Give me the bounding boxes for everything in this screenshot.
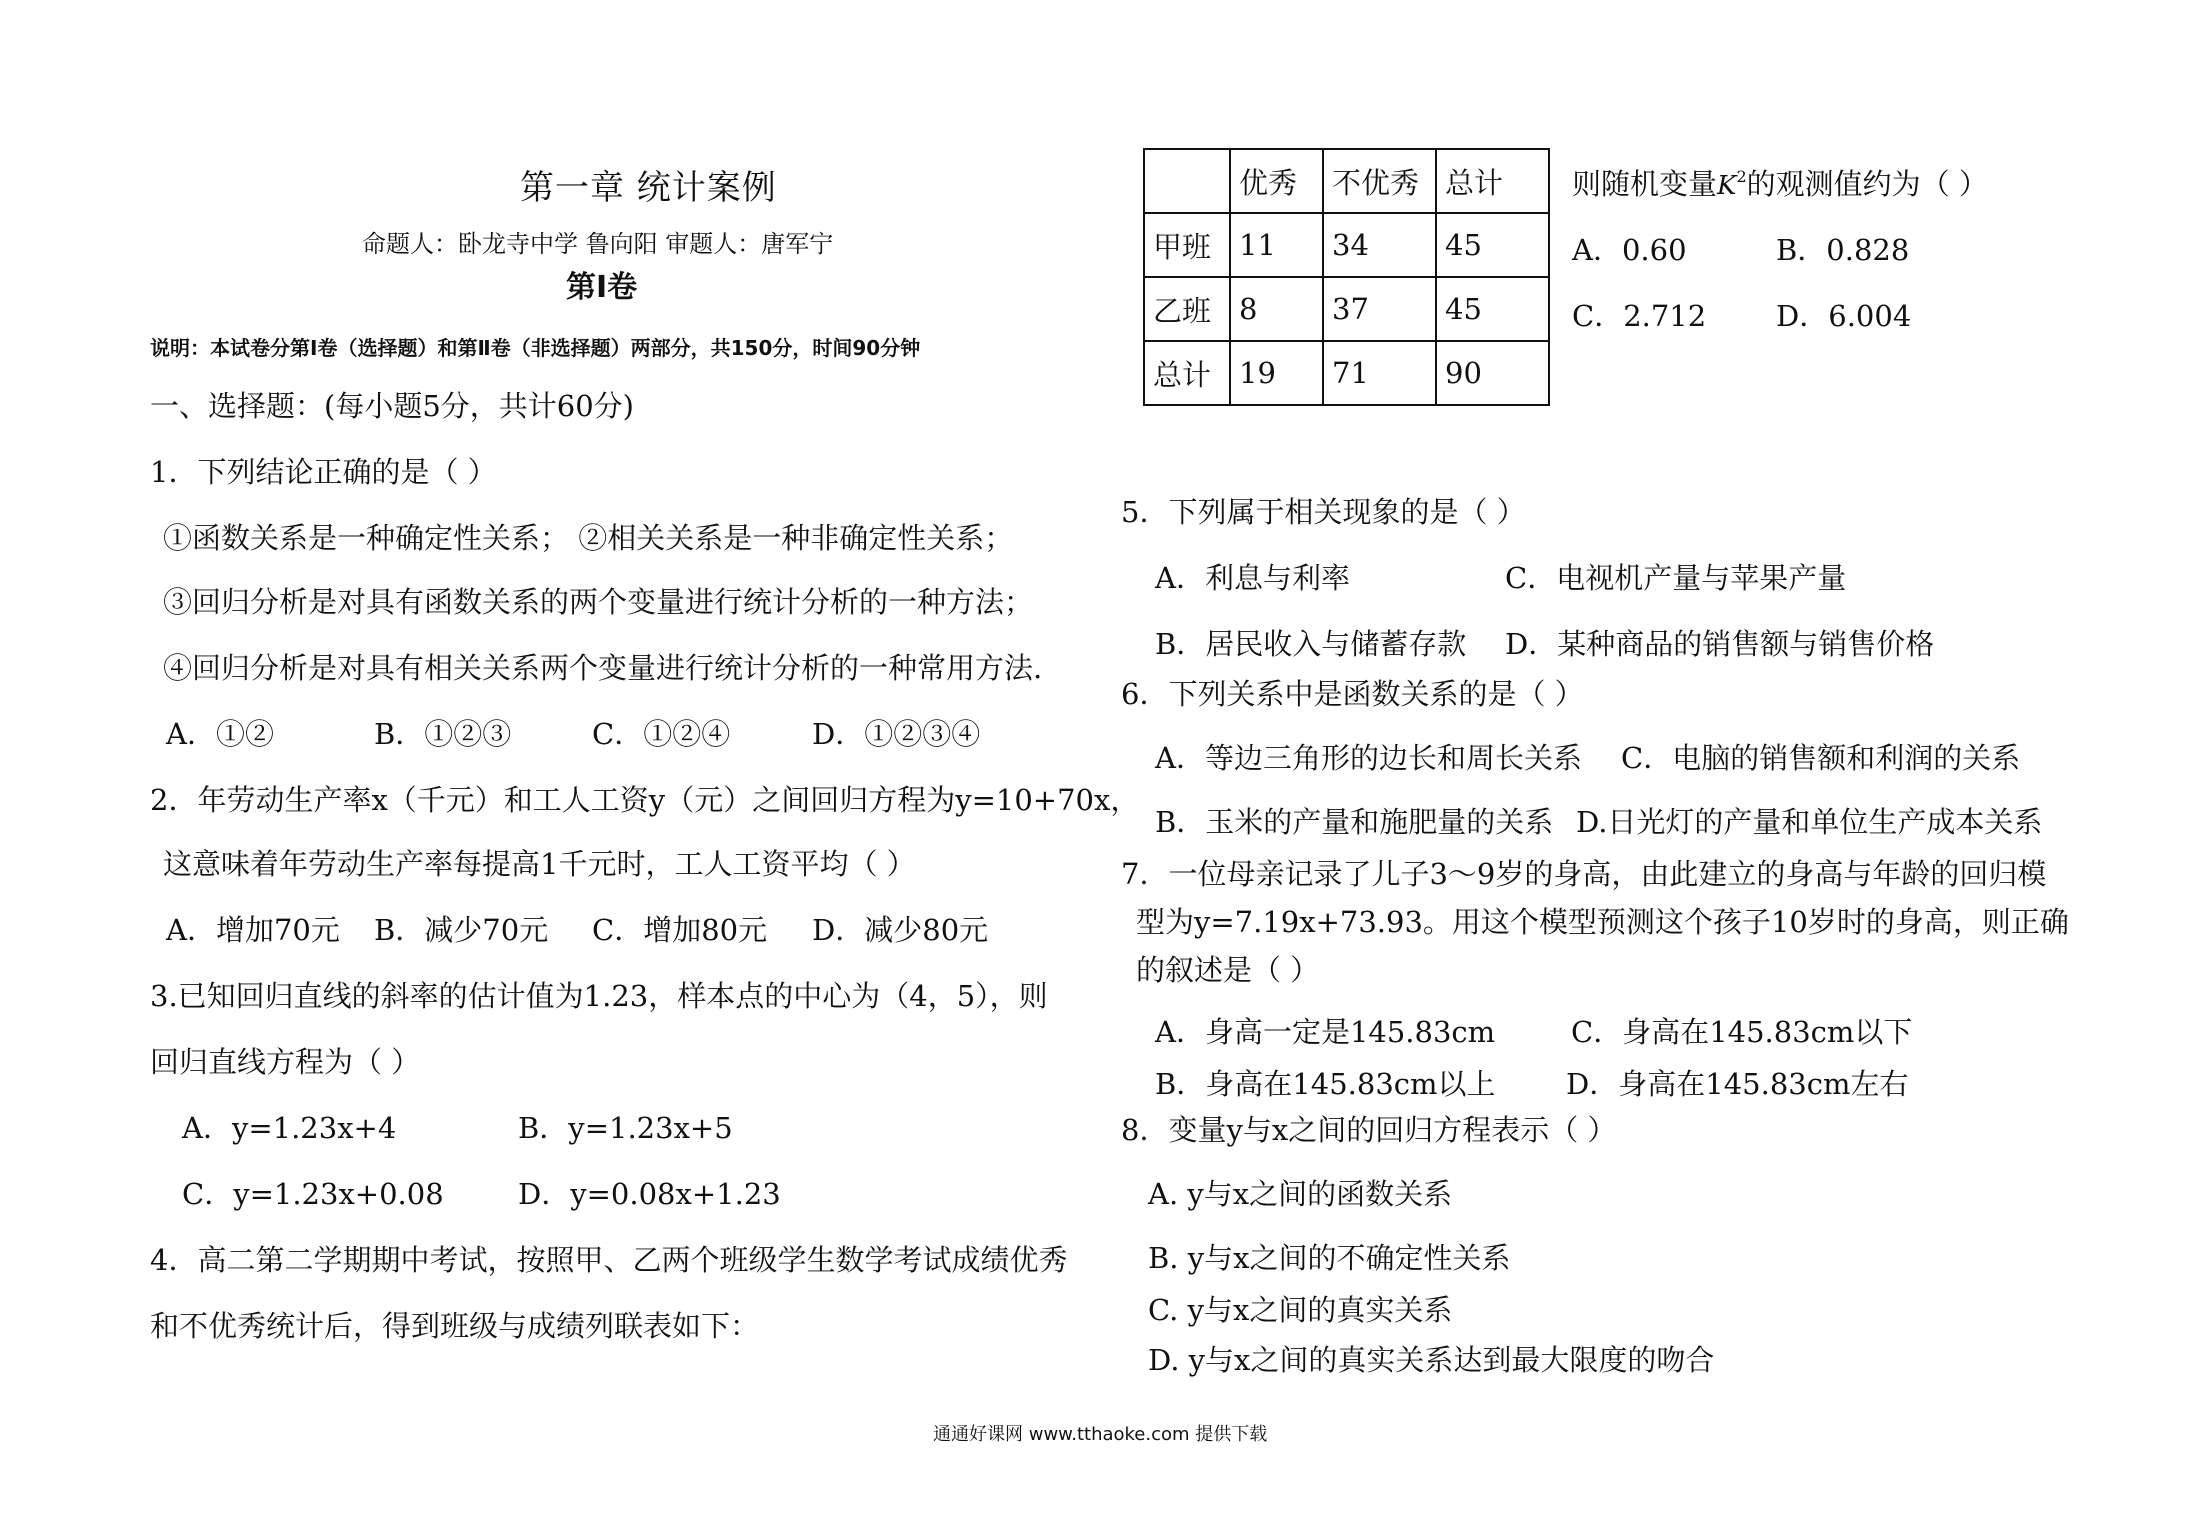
q4-after-post: 的观测值约为（ ） xyxy=(1746,167,1988,201)
table-cell: 甲班 xyxy=(1144,213,1230,277)
q8-option-a: A. y与x之间的函数关系 xyxy=(1148,1177,1453,1211)
table-cell: 总计 xyxy=(1144,341,1230,405)
q4-option-b: B．0.828 xyxy=(1776,233,1910,267)
q7-line-3: 的叙述是（ ） xyxy=(1136,953,1320,987)
q5-option-c: C．电视机产量与苹果产量 xyxy=(1505,561,1847,595)
q6-option-d: D.日光灯的产量和单位生产成本关系 xyxy=(1576,805,2043,839)
q6-option-a: A．等边三角形的边长和周长关系 xyxy=(1155,741,1582,775)
q7-option-d: D．身高在145.83cm左右 xyxy=(1566,1067,1909,1101)
table-cell: 45 xyxy=(1436,277,1549,341)
q1-stem: 1．下列结论正确的是（ ） xyxy=(150,455,497,489)
footer-text: 通通好课网 www.tthaoke.com 提供下载 xyxy=(933,1424,1268,1445)
table-cell: 8 xyxy=(1230,277,1323,341)
q3-option-c: C．y=1.23x+0.08 xyxy=(182,1177,444,1211)
q7-line-1: 7．一位母亲记录了儿子3～9岁的身高，由此建立的身高与年龄的回归模 xyxy=(1121,857,2047,891)
authors-line: 命题人：卧龙寺中学 鲁向阳 审题人：唐军宁 xyxy=(362,230,834,258)
table-cell xyxy=(1144,149,1230,213)
q3-option-d: D．y=0.08x+1.23 xyxy=(518,1177,781,1211)
q1-option-c: C．①②④ xyxy=(592,717,731,751)
page-title: 第一章 统计案例 xyxy=(520,168,777,208)
table-cell: 优秀 xyxy=(1230,149,1323,213)
q5-option-d: D．某种商品的销售额与销售价格 xyxy=(1505,627,1935,661)
q1-option-d: D．①②③④ xyxy=(812,717,981,751)
table-cell: 90 xyxy=(1436,341,1549,405)
q2-option-c: C．增加80元 xyxy=(592,913,768,947)
table-cell: 乙班 xyxy=(1144,277,1230,341)
q4-after-table xyxy=(1572,162,1988,203)
table-cell: 71 xyxy=(1323,341,1436,405)
q3-option-a: A．y=1.23x+4 xyxy=(182,1111,397,1145)
q1-statement-3: ④回归分析是对具有相关关系两个变量进行统计分析的一种常用方法. xyxy=(163,651,1043,685)
table-cell: 45 xyxy=(1436,213,1549,277)
exam-note: 说明：本试卷分第Ⅰ卷（选择题）和第Ⅱ卷（非选择题）两部分，共150分，时间90分钟 xyxy=(150,336,921,360)
table-cell: 19 xyxy=(1230,341,1323,405)
q8-option-b: B. y与x之间的不确定性关系 xyxy=(1148,1241,1511,1275)
q3-line-1: 3.已知回归直线的斜率的估计值为1.23，样本点的中心为（4，5），则 xyxy=(150,979,1048,1013)
q2-line-2: 这意味着年劳动生产率每提高1千元时，工人工资平均（ ） xyxy=(163,847,916,881)
table-cell: 总计 xyxy=(1436,149,1549,213)
q4-after-pre: 则随机变量 xyxy=(1572,167,1718,201)
table-row xyxy=(1144,341,1549,405)
q5-option-b: B．居民收入与储蓄存款 xyxy=(1155,627,1467,661)
q5-option-a: A．利息与利率 xyxy=(1155,561,1350,595)
q2-line-1: 2．年劳动生产率x（千元）和工人工资y（元）之间回归方程为y=10+70x， xyxy=(150,783,1140,817)
q1-option-b: B．①②③ xyxy=(374,717,512,751)
q4-option-a: A．0.60 xyxy=(1572,233,1687,267)
q8-option-c: C. y与x之间的真实关系 xyxy=(1148,1293,1453,1327)
q8-stem: 8．变量y与x之间的回归方程表示（ ） xyxy=(1121,1113,1617,1147)
table-row xyxy=(1144,277,1549,341)
q6-option-b: B．玉米的产量和施肥量的关系 xyxy=(1155,805,1554,839)
table-header-row xyxy=(1144,149,1549,213)
table-row xyxy=(1144,213,1549,277)
volume-heading: 第Ⅰ卷 xyxy=(566,270,638,305)
k-exponent: 2 xyxy=(1736,167,1747,186)
q1-statement-2: ③回归分析是对具有函数关系的两个变量进行统计分析的一种方法； xyxy=(163,585,1034,619)
contingency-table xyxy=(1143,148,1550,406)
q3-option-b: B．y=1.23x+5 xyxy=(518,1111,733,1145)
table-cell: 11 xyxy=(1230,213,1323,277)
table-cell: 34 xyxy=(1323,213,1436,277)
q3-line-2: 回归直线方程为（ ） xyxy=(150,1045,421,1079)
q1-statement-1: ①函数关系是一种确定性关系； ②相关关系是一种非确定性关系； xyxy=(163,521,1014,555)
q8-option-d: D. y与x之间的真实关系达到最大限度的吻合 xyxy=(1148,1343,1715,1377)
q4-option-c: C．2.712 xyxy=(1572,299,1707,333)
q4-line-2: 和不优秀统计后，得到班级与成绩列联表如下： xyxy=(150,1309,760,1343)
q4-line-1: 4．高二第二学期期中考试，按照甲、乙两个班级学生数学考试成绩优秀 xyxy=(150,1243,1068,1277)
table-cell: 不优秀 xyxy=(1323,149,1436,213)
q2-option-b: B．减少70元 xyxy=(374,913,549,947)
table-cell: 37 xyxy=(1323,277,1436,341)
q2-option-d: D．减少80元 xyxy=(812,913,989,947)
section-heading: 一、选择题：(每小题5分，共计60分) xyxy=(150,389,634,423)
q7-line-2: 型为y=7.19x+73.93。用这个模型预测这个孩子10岁时的身高，则正确 xyxy=(1136,905,2069,939)
q5-stem: 5．下列属于相关现象的是（ ） xyxy=(1121,495,1526,529)
q7-option-c: C．身高在145.83cm以下 xyxy=(1571,1015,1913,1049)
q6-option-c: C．电脑的销售额和利润的关系 xyxy=(1621,741,2021,775)
q7-option-a: A．身高一定是145.83cm xyxy=(1155,1015,1496,1049)
q1-option-a: A．①② xyxy=(166,717,274,751)
k-variable: K xyxy=(1717,171,1737,201)
q6-stem: 6．下列关系中是函数关系的是（ ） xyxy=(1121,677,1584,711)
q4-option-d: D．6.004 xyxy=(1776,299,1912,333)
q7-option-b: B．身高在145.83cm以上 xyxy=(1155,1067,1496,1101)
q2-option-a: A．增加70元 xyxy=(166,913,340,947)
